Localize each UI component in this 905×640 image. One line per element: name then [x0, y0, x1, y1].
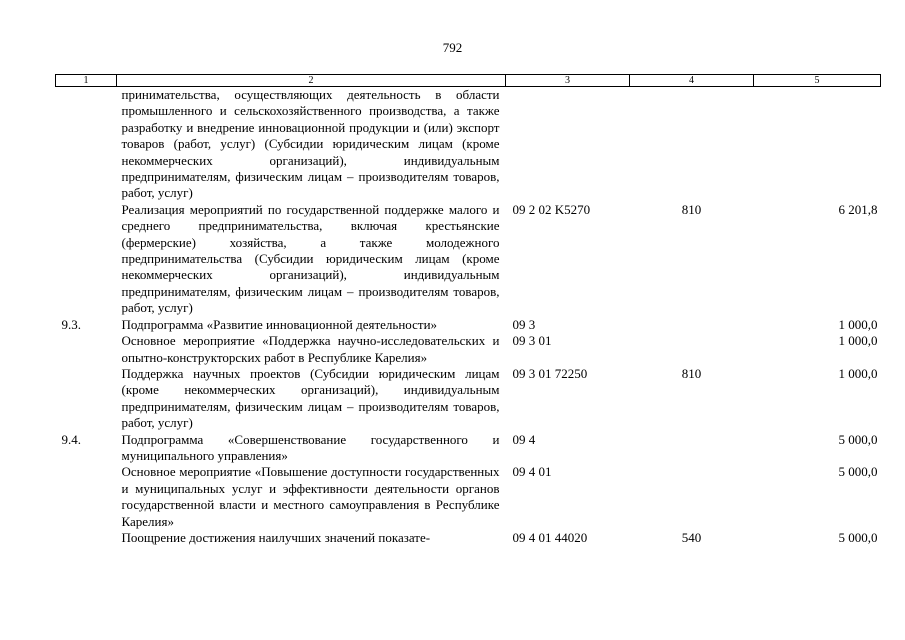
table-row	[56, 432, 881, 465]
row-expense-type: 540	[681, 529, 702, 545]
budget-table	[55, 74, 881, 546]
table-body	[56, 87, 881, 547]
row-code: 09 4 01	[512, 464, 552, 480]
row-number	[56, 530, 117, 546]
row-sum: 6 201,8	[838, 201, 878, 217]
row-name: Поддержка научных проектов (Субсидии юридическим лицам (кроме некоммерческих организаций), индивидуальным предпринимателям, физическим лицам – производителям товаров, работ, услуг)	[121, 365, 500, 431]
row-code: 09 4	[512, 431, 536, 447]
header-col-5: 5	[754, 75, 881, 87]
row-sum: 1 000,0	[838, 333, 878, 349]
header-col-4: 4	[630, 75, 754, 87]
page-number: 792	[442, 40, 463, 55]
table-row	[56, 87, 881, 202]
row-sum	[754, 87, 881, 202]
row-number	[56, 87, 117, 202]
row-expense-type	[630, 87, 754, 202]
row-expense-type: 810	[681, 201, 702, 217]
row-expense-type	[630, 464, 754, 530]
header-col-2: 2	[117, 75, 506, 87]
row-name: Подпрограмма «Совершенствование государственного и муниципального управления»	[121, 431, 500, 463]
row-number	[56, 202, 117, 317]
row-sum: 1 000,0	[838, 316, 878, 332]
table-row	[56, 366, 881, 432]
row-name: принимательства, осуществляющих деятельность в области промышленного и сельскохозяйственного производства, а также разработку и внедрение инновационной продукции и (или) экспорт товаров (работ, услуг) (Субсидии юридическим лицам (кроме некоммерческих организаций), индивидуальным предпринимателям, физическим лицам – производителям товаров, работ, услуг)	[121, 87, 500, 201]
header-row	[56, 75, 881, 87]
row-code	[506, 87, 630, 202]
row-sum: 5 000,0	[838, 464, 878, 480]
row-expense-type	[630, 317, 754, 333]
row-code: 09 3	[512, 316, 536, 332]
header-col-1: 1	[56, 75, 117, 87]
row-code: 09 4 01 44020	[512, 529, 588, 545]
row-sum: 1 000,0	[838, 365, 878, 381]
row-name: Поощрение достижения наилучших значений показате-	[121, 529, 431, 545]
row-code: 09 3 01 72250	[512, 365, 588, 381]
row-sum: 5 000,0	[838, 529, 878, 545]
row-number	[56, 366, 117, 432]
row-name: Основное мероприятие «Повышение доступности государственных и муниципальных услуг и эффективности деятельности органов государственной власти и местного самоуправления в Республике Карелия»	[121, 464, 500, 529]
row-code: 09 2 02 K5270	[512, 201, 591, 217]
table-row	[56, 530, 881, 546]
table-row	[56, 202, 881, 317]
row-name: Подпрограмма «Развитие инновационной деятельности»	[121, 316, 438, 332]
row-expense-type	[630, 432, 754, 465]
row-name: Основное мероприятие «Поддержка научно-исследовательских и опытно-конструкторских работ в Республике Карелия»	[121, 333, 500, 365]
row-expense-type: 810	[681, 365, 702, 381]
row-sum: 5 000,0	[838, 431, 878, 447]
table-row	[56, 333, 881, 366]
row-number: 9.4.	[61, 431, 81, 447]
row-code: 09 3 01	[512, 333, 552, 349]
row-number	[56, 464, 117, 530]
table-row	[56, 317, 881, 333]
table-header	[56, 75, 881, 87]
header-col-3: 3	[506, 75, 630, 87]
table-row	[56, 464, 881, 530]
row-number: 9.3.	[61, 316, 81, 332]
row-name: Реализация мероприятий по государственной поддержке малого и среднего предпринимательства, включая крестьянские (фермерские) хозяйства, а также молодежного предпринимательства (Субсидии юридическим лицам (кроме некоммерческих организаций), индивидуальным предпринимателям, физическим лицам – производителям товаров, работ, услуг)	[121, 201, 500, 316]
row-expense-type	[630, 333, 754, 366]
